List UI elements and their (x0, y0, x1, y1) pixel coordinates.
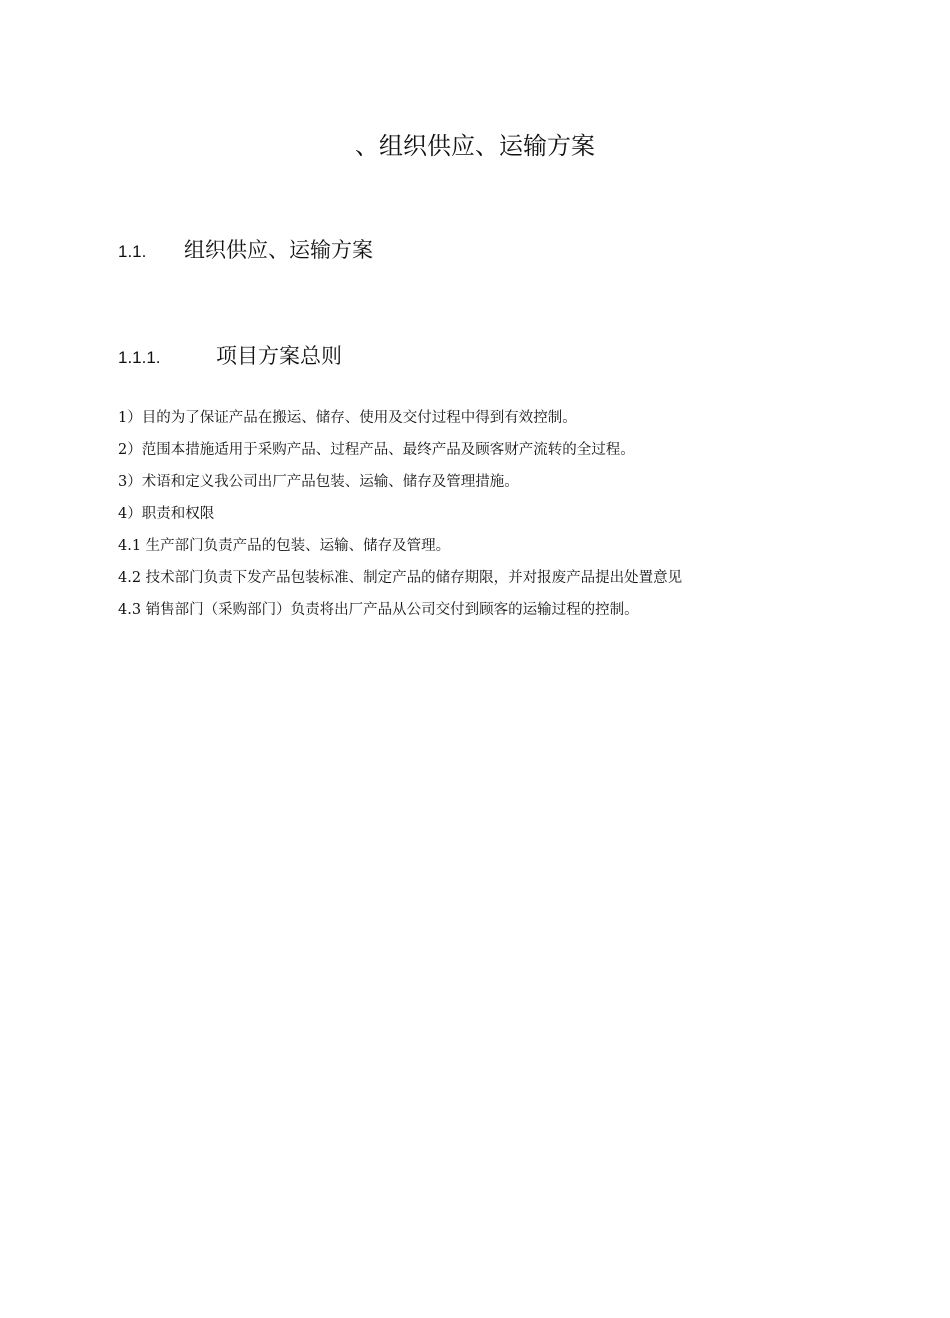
subsection-title: 项目方案总则 (216, 344, 342, 368)
section-number: 1.1. (118, 242, 147, 261)
paragraph-terms: 3）术语和定义我公司出厂产品包装、运输、储存及管理措施。 (118, 474, 519, 490)
paragraph-responsibilities: 4）职责和权限 (118, 506, 215, 522)
body-text (118, 402, 838, 626)
paragraph-scope: 2）范围本措施适用于采购产品、过程产品、最终产品及顾客财产流转的全过程。 (118, 442, 635, 458)
document-title: 、组织供应、运输方案 (355, 132, 595, 160)
subsection-number: 1.1.1. (118, 348, 161, 367)
section-title: 组织供应、运输方案 (184, 238, 373, 262)
paragraph-sales-dept: 4.3 销售部门（采购部门）负责将出厂产品从公司交付到顾客的运输过程的控制。 (118, 602, 639, 618)
paragraph-production-dept: 4.1 生产部门负责产品的包装、运输、储存及管理。 (118, 538, 451, 554)
paragraph-technical-dept: 4.2 技术部门负责下发产品包装标准、制定产品的储存期限，并对报废产品提出处置意见 (118, 570, 683, 586)
paragraph-purpose: 1）目的为了保证产品在搬运、储存、使用及交付过程中得到有效控制。 (118, 410, 577, 426)
